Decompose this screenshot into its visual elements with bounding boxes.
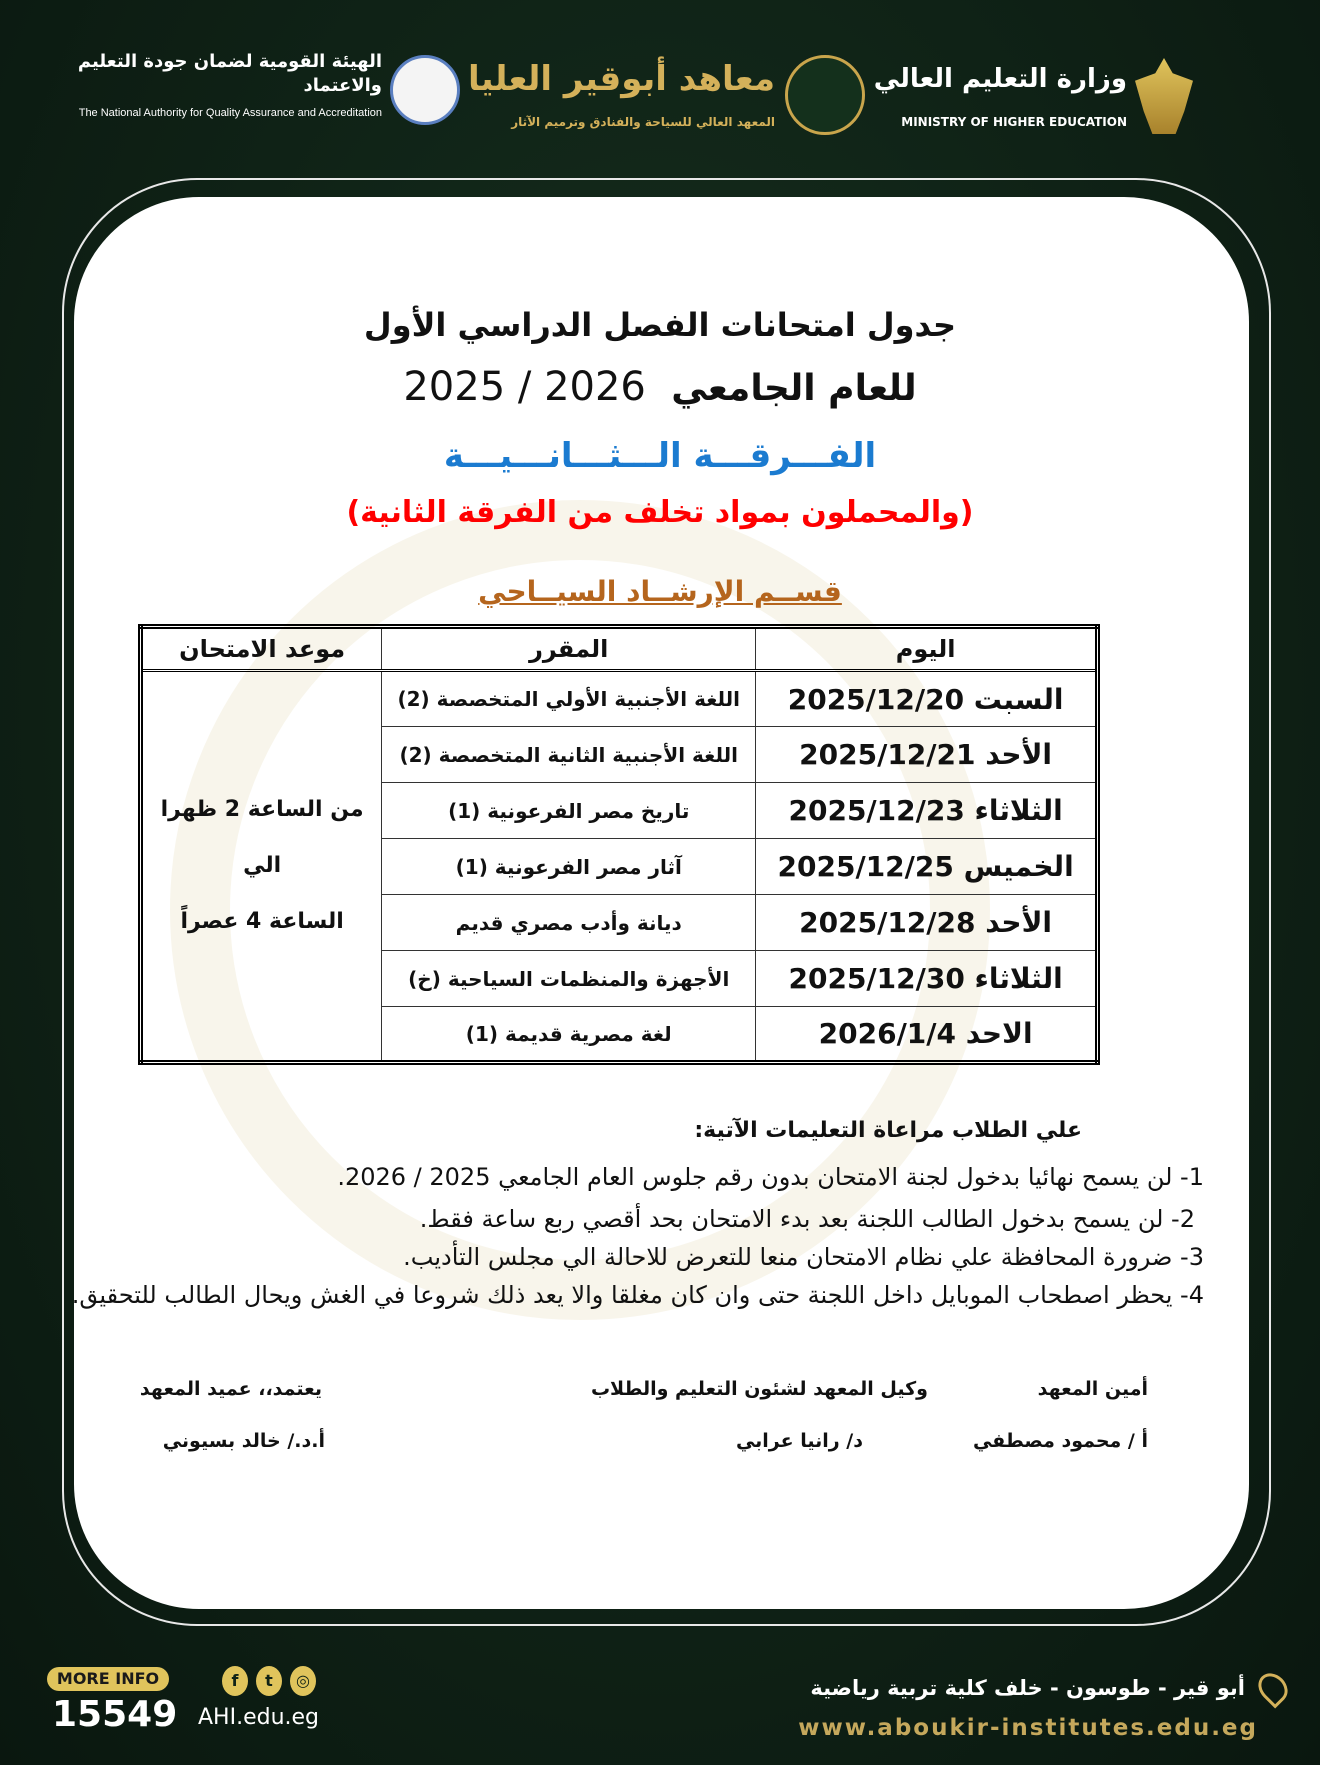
header-course: المقرر — [382, 627, 756, 671]
header-day: اليوم — [756, 627, 1098, 671]
facebook-icon[interactable]: f — [222, 1666, 248, 1696]
schedule-title: جدول امتحانات الفصل الدراسي الأول — [363, 306, 957, 344]
department-title: قســم الإرشــاد السيــاحي — [478, 575, 842, 608]
institute-emblem — [785, 55, 865, 135]
exam-course: اللغة الأجنبية الثانية المتخصصة (2) — [382, 727, 756, 783]
level-title: الفـــرقـــة الـــثـــانـــيـــة — [443, 436, 877, 476]
more-info-badge: MORE INFO — [47, 1667, 169, 1691]
short-website-link[interactable]: AHI.edu.eg — [198, 1705, 320, 1730]
carry-over-note: (والمحملون بمواد تخلف من الفرقة الثانية) — [346, 495, 974, 530]
location-pin-icon — [1252, 1667, 1293, 1708]
exam-course: آثار مصر الفرعونية (1) — [382, 839, 756, 895]
table-header-row — [141, 627, 1098, 671]
instruction-item: 4- يحظر اصطحاب الموبايل داخل اللجنة حتى وان كان مغلقا والا يعد ذلك شروعا في الغش ويحال الطالب للتحقيق. — [71, 1281, 1204, 1309]
ministry-name-ar: وزارة التعليم العالي — [873, 64, 1127, 94]
signature-name: أ.د./ خالد بسيوني — [162, 1430, 325, 1452]
instruction-item: 2- لن يسمح بدخول الطالب اللجنة بعد بدء الامتحان بحد أقصي ربع ساعة فقط. — [419, 1205, 1195, 1233]
header-time: موعد الامتحان — [141, 627, 382, 671]
exam-day: الأحد 2025/12/21 — [756, 727, 1098, 783]
exam-day: الخميس 2025/12/25 — [756, 839, 1098, 895]
academic-year-value: 2025 / 2026 — [403, 364, 646, 410]
ministry-name-en: MINISTRY OF HIGHER EDUCATION — [901, 115, 1127, 129]
signature-title: وكيل المعهد لشئون التعليم والطلاب — [590, 1378, 928, 1400]
institute-subtitle: المعهد العالي للسياحة والفنادق وترميم الآثار — [511, 115, 775, 129]
instruction-item: 3- ضرورة المحافظة علي نظام الامتحان منعا للتعرض للاحالة الي مجلس التأديب. — [403, 1243, 1204, 1271]
exam-day: السبت 2025/12/20 — [756, 671, 1098, 727]
exam-course: تاريخ مصر الفرعونية (1) — [382, 783, 756, 839]
exam-day: الثلاثاء 2025/12/30 — [756, 951, 1098, 1007]
exam-course: الأجهزة والمنظمات السياحية (خ) — [382, 951, 756, 1007]
instructions-title: علي الطلاب مراعاة التعليمات الآتية: — [694, 1118, 1082, 1143]
instagram-icon[interactable]: ◎ — [290, 1666, 316, 1696]
academic-year-label: للعام الجامعي — [671, 368, 917, 409]
address: أبو قير - طوسون - خلف كلية تربية رياضية — [810, 1676, 1245, 1700]
naqaae-name-en: The National Authority for Quality Assurance and Accreditation — [78, 107, 382, 119]
egypt-eagle-logo — [1135, 58, 1193, 134]
exam-course: اللغة الأجنبية الأولي المتخصصة (2) — [382, 671, 756, 727]
naqaae-logo — [390, 55, 460, 125]
signature-title: أمين المعهد — [1037, 1378, 1148, 1400]
exam-course: ديانة وأدب مصري قديم — [382, 895, 756, 951]
exam-course: لغة مصرية قديمة (1) — [382, 1007, 756, 1063]
institute-name-ar: معاهد أبوقير العليا — [467, 59, 775, 99]
exam-schedule-table — [138, 624, 1100, 1065]
exam-day: الاحد 2026/1/4 — [756, 1007, 1098, 1063]
naqaae-name-ar: الهيئة القومية لضمان جودة التعليم والاعتماد — [77, 51, 382, 96]
exam-time — [141, 671, 382, 1063]
exam-time-line: من الساعة 2 ظهرا الي — [160, 797, 364, 878]
signature-name: أ / محمود مصطفي — [972, 1430, 1148, 1452]
exam-time-line: الساعة 4 عصراً — [180, 909, 344, 934]
hotline-number[interactable]: 15549 — [52, 1694, 178, 1735]
table-row — [141, 671, 1098, 727]
website-link[interactable]: www.aboukir-institutes.edu.eg — [798, 1715, 1258, 1741]
academic-year — [0, 364, 1320, 410]
signature-title: يعتمد،، عميد المعهد — [139, 1378, 322, 1400]
twitter-icon[interactable]: t — [256, 1666, 282, 1696]
instruction-item: 1- لن يسمح نهائيا بدخول لجنة الامتحان بدون رقم جلوس العام الجامعي 2025 / 2026. — [337, 1163, 1204, 1191]
signature-name: د/ رانيا عرابي — [735, 1430, 863, 1452]
exam-day: الثلاثاء 2025/12/23 — [756, 783, 1098, 839]
exam-day: الأحد 2025/12/28 — [756, 895, 1098, 951]
